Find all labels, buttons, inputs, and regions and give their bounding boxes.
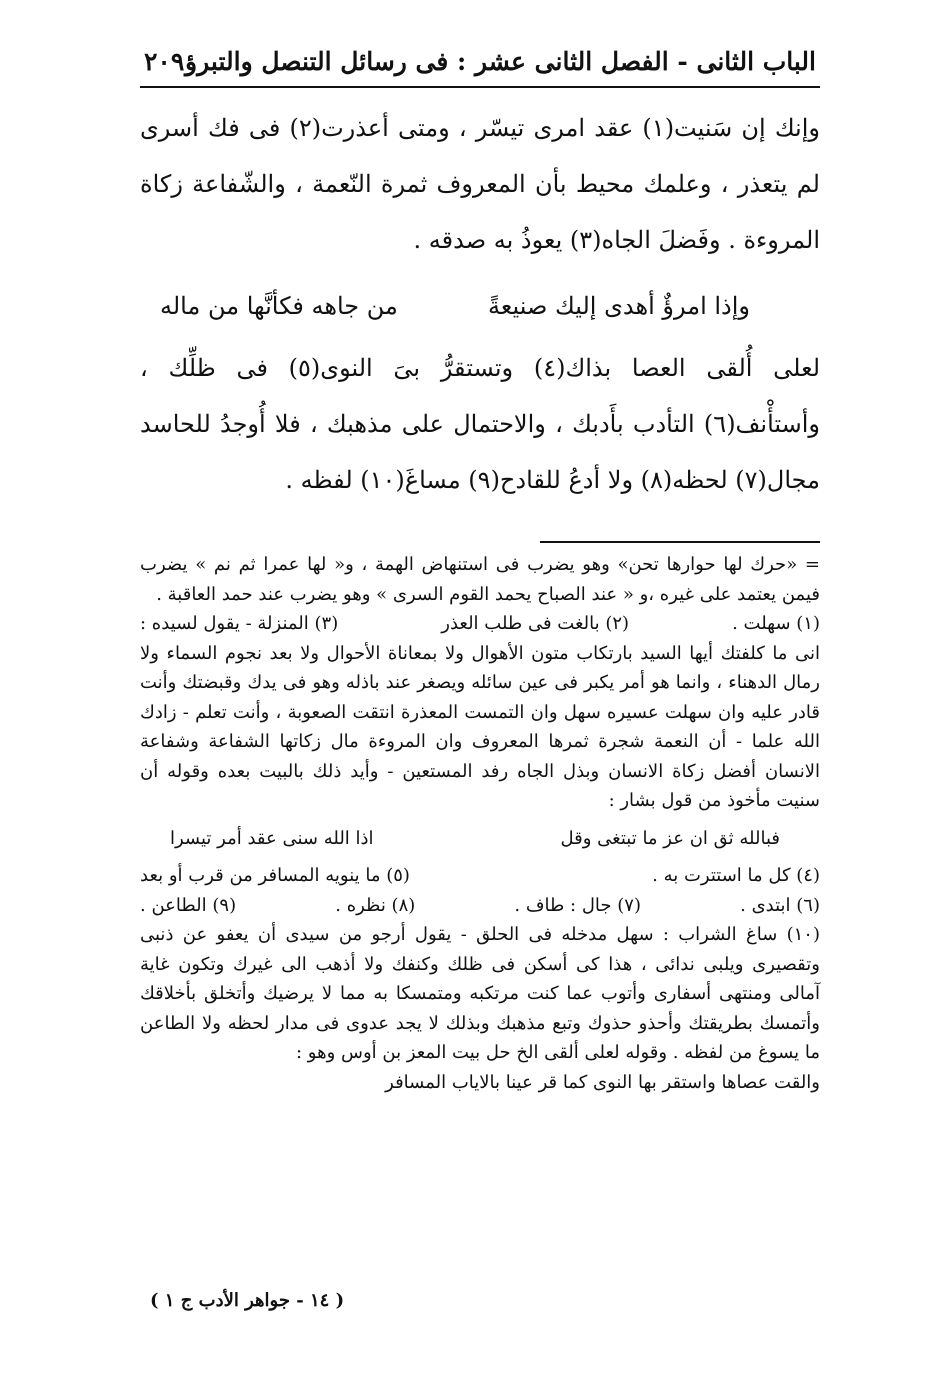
page-signature: ( ١٤ - جواهر الأدب ج ١ ) <box>150 1290 345 1311</box>
footnote-5: (٥) ما ينويه المسافر من قرب أو بعد <box>140 865 410 886</box>
main-paragraph-1: وإنك إن سَنيت(١) عقد امرى تيسّر ، ومتى أعذرت(٢) فى فك أسرى لم يتعذر ، وعلمك محيط بأن المعروف ثمرة النّعمة ، والشّفاعة زكاة المروءة . وفَضلَ الجاه(٣) يعوذُ به صدقه . <box>140 114 820 254</box>
footnote-verse-second: اذا الله سنى عقد أمر تيسرا <box>170 827 374 849</box>
running-title: الباب الثانى - الفصل الثانى عشر : فى رسائل التنصل والتبرؤ <box>185 46 816 76</box>
footnote-verse <box>140 824 820 854</box>
page-number: ٢٠٩ <box>144 46 185 76</box>
footnote-7: (٧) جال : طاف . <box>514 894 641 916</box>
footnote-row-4-5 <box>140 861 820 891</box>
footnote-4: (٤) كل ما استترت به . <box>652 865 820 886</box>
footnote-verse-first: فبالله ثق ان عز ما تبتغى وقل <box>560 827 780 849</box>
footnote-final-verse: والقت عصاها واستقر بها النوى كما قر عينا بالاياب المسافر <box>385 1071 820 1093</box>
footnote-1: (١) سهلت . <box>732 613 820 634</box>
footnote-2: (٢) بالغت فى طلب العذر <box>441 613 630 634</box>
footnote-6: (٦) ابتدى . <box>740 894 820 916</box>
footnote-9: (٩) الطاعن . <box>140 894 237 916</box>
running-head <box>140 40 820 88</box>
footnote-8: (٨) نظره . <box>335 894 416 916</box>
main-verse <box>140 278 820 334</box>
footnote-divider <box>540 541 820 543</box>
footnote-3: (٣) المنزلة - يقول لسيده : <box>140 613 339 634</box>
footnote-row-1-3 <box>140 609 820 639</box>
footnote-row-6-9 <box>140 891 820 921</box>
verse-second-hemistich: من جاهه فكأنَّها من ماله <box>160 292 398 320</box>
verse-first-hemistich: وإذا امرؤٌ أهدى إليك صنيعةً <box>488 292 750 320</box>
footnote-10: (١٠) ساغ الشراب : سهل مدخله فى الحلق - يقول أرجو من سيدى أن يعفو عن ذنبى وتقصيرى ويلبى ندائى ، هذا كى أسكن فى ظلك وكنفك ولا أذهب الى غيرك وتكون غاية آمالى ومنتهى أسفارى وأتوب عما كنت مرتكبه ومتمسكا به مما لا يرضيك وأتخلق بأخلاقك وأتمسك بطريقتك وأحذو حذوك وتبع مذهبك وبذلك لا يجد عدوى فى مدار لحظه ولا الطاعن ما يسوغ من لفظه . وقوله لعلى ألقى الخ حل بيت المعز بن أوس وهو : <box>140 924 820 1063</box>
footnote-continuation: = «حرك لها حوارها تحن» وهو يضرب فى استنهاض الهمة ، و« لها عمرا ثم نم » يضرب فيمن يعتمد على غيره ،و « عند الصباح يحمد القوم السرى » وهو يضرب عند حمد العاقبة . <box>140 554 820 605</box>
main-paragraph-2: لعلى أُلقى العصا بذاك(٤) وتستقرُّ بىَ النوى(٥) فى ظلِّك ، وأستأْنف(٦) التأدب بأَدبك ، والاحتمال على مذهبك ، فلا أُوجدُ للحاسد مجال(٧) لحظه(٨) ولا أدعُ للقادح(٩) مساغَ(١٠) لفظه . <box>140 354 821 494</box>
footnotes <box>140 550 820 1097</box>
footnote-3-body: انى ما كلفتك أيها السيد بارتكاب متون الأهوال ولا بمعاناة الأحوال ولا بعد نجوم السماء ولا رمال الدهناء ، وانما هو أمر يكبر فى عين سائله ويصغر عند باذله وهو فى يدك وقبضتك وأنت قادر عليه وان سهلت عسيره سهل وان التمست المعذرة انتقت الصعوبة ، وأنت تعلم - زادك الله علما - أن النعمة شجرة ثمرها المعروف وان المروءة مال زكاتها الشفاعة وشفاعة الانسان أفضل زكاة الانسان وبذل الجاه رفد المستعين - وأيد ذلك بالبيت بعده وقوله أن سنيت مأخوذ من قول بشار : <box>140 642 820 811</box>
main-text <box>140 100 820 508</box>
